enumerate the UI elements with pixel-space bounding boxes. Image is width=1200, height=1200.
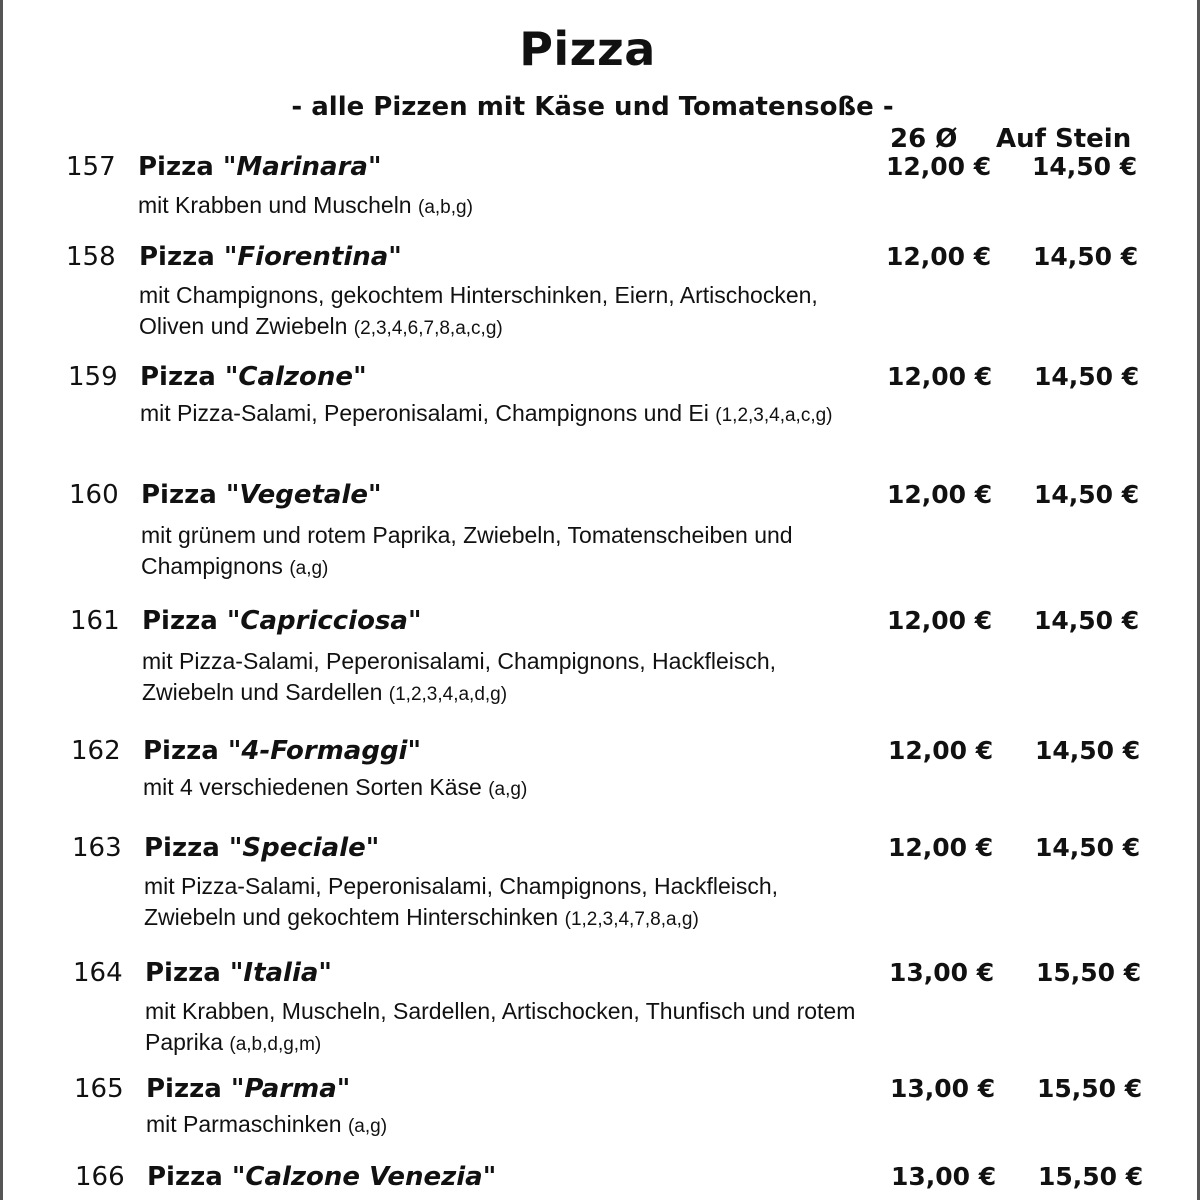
item-prefix: Pizza	[145, 958, 221, 988]
item-description	[141, 520, 871, 584]
desc-text: mit Pizza-Salami, Peperonisalami, Champignons, Hackfleisch, Zwiebeln und Sardellen	[142, 648, 777, 705]
item-name	[144, 833, 379, 863]
price-26: 13,00 €	[891, 1162, 997, 1191]
desc-text: mit Pizza-Salami, Peperonisalami, Champignons, Hackfleisch, Zwiebeln und gekochtem Hinterschinken	[144, 873, 779, 930]
item-number: 162	[71, 736, 121, 766]
column-header-auf-stein: Auf Stein	[996, 124, 1132, 154]
item-title: "Speciale"	[228, 833, 380, 863]
desc-text: mit Pizza-Salami, Peperonisalami, Champignons und Ei	[140, 400, 709, 426]
item-title: "Italia"	[229, 958, 332, 988]
desc-text: mit Krabben, Muscheln, Sardellen, Artischocken, Thunfisch und rotem Paprika	[145, 998, 856, 1055]
price-26: 12,00 €	[886, 152, 992, 181]
price-26: 12,00 €	[887, 606, 993, 635]
item-description	[144, 871, 874, 935]
desc-text: mit 4 verschiedenen Sorten Käse	[143, 774, 482, 800]
item-name	[147, 1162, 496, 1192]
item-number: 166	[75, 1162, 125, 1192]
price-stein: 14,50 €	[1034, 606, 1140, 635]
item-prefix: Pizza	[146, 1074, 222, 1104]
price-stein: 14,50 €	[1035, 736, 1141, 765]
item-description	[138, 190, 868, 223]
item-number: 160	[69, 480, 119, 510]
price-26: 13,00 €	[889, 958, 995, 987]
item-prefix: Pizza	[138, 152, 214, 182]
item-prefix: Pizza	[144, 833, 220, 863]
price-stein: 14,50 €	[1035, 833, 1141, 862]
item-prefix: Pizza	[140, 362, 216, 392]
allergen-codes: (1,2,3,4,7,8,a,g)	[564, 909, 699, 930]
item-number: 165	[74, 1074, 124, 1104]
allergen-codes: (1,2,3,4,a,c,g)	[715, 405, 833, 426]
desc-text: mit Parmaschinken	[146, 1111, 342, 1137]
item-prefix: Pizza	[139, 242, 215, 272]
item-title: "Fiorentina"	[223, 242, 402, 272]
price-stein: 15,50 €	[1036, 958, 1142, 987]
item-name	[142, 606, 422, 636]
allergen-codes: (a,g)	[347, 1116, 388, 1137]
price-26: 12,00 €	[888, 833, 994, 862]
item-title: "Capricciosa"	[226, 606, 422, 636]
item-name	[139, 242, 402, 272]
item-title: "Marinara"	[222, 152, 382, 182]
price-stein: 14,50 €	[1034, 362, 1140, 391]
price-stein: 14,50 €	[1034, 480, 1140, 509]
item-name	[141, 480, 382, 510]
price-stein: 14,50 €	[1033, 242, 1139, 271]
item-prefix: Pizza	[142, 606, 218, 636]
price-26: 12,00 €	[887, 362, 993, 391]
price-stein: 14,50 €	[1032, 152, 1138, 181]
item-description	[139, 280, 869, 344]
item-description	[140, 398, 870, 431]
menu-subtitle: - alle Pizzen mit Käse und Tomatensoße -	[291, 92, 894, 122]
item-description	[146, 1109, 876, 1142]
desc-text: mit grünem und rotem Paprika, Zwiebeln, Tomatenscheiben und Champignons	[141, 522, 793, 579]
item-description	[143, 772, 873, 805]
item-name	[140, 362, 367, 392]
price-26: 12,00 €	[886, 242, 992, 271]
price-26: 12,00 €	[888, 736, 994, 765]
item-title: "4-Formaggi"	[227, 736, 422, 766]
desc-text: mit Champignons, gekochtem Hinterschinken, Eiern, Artischocken, Oliven und Zwiebeln	[139, 282, 818, 339]
item-title: "Calzone"	[224, 362, 367, 392]
price-stein: 15,50 €	[1038, 1162, 1144, 1191]
item-number: 161	[70, 606, 120, 636]
price-stein: 15,50 €	[1037, 1074, 1143, 1103]
item-name	[145, 958, 332, 988]
menu-title: Pizza	[519, 22, 656, 76]
allergen-codes: (a,b,g)	[418, 197, 473, 218]
item-number: 157	[66, 152, 116, 182]
item-name	[146, 1074, 350, 1104]
item-description	[145, 996, 875, 1060]
item-title: "Calzone Venezia"	[231, 1162, 497, 1192]
column-header-26cm: 26 Ø	[890, 124, 958, 154]
allergen-codes: (a,g)	[488, 779, 528, 800]
item-number: 164	[73, 958, 123, 988]
item-number: 158	[66, 242, 116, 272]
price-26: 12,00 €	[887, 480, 993, 509]
price-26: 13,00 €	[890, 1074, 996, 1103]
item-number: 163	[72, 833, 122, 863]
item-prefix: Pizza	[141, 480, 217, 510]
page-border-left	[0, 0, 3, 1200]
allergen-codes: (a,b,d,g,m)	[229, 1034, 322, 1055]
desc-text: mit Krabben und Muscheln	[138, 192, 412, 218]
item-name	[143, 736, 421, 766]
allergen-codes: (a,g)	[289, 558, 329, 579]
allergen-codes: (1,2,3,4,a,d,g)	[388, 684, 508, 705]
item-prefix: Pizza	[147, 1162, 223, 1192]
item-name	[138, 152, 382, 182]
item-prefix: Pizza	[143, 736, 219, 766]
item-number: 159	[68, 362, 118, 392]
item-title: "Vegetale"	[225, 480, 382, 510]
item-title: "Parma"	[230, 1074, 351, 1104]
item-description	[142, 646, 872, 710]
allergen-codes: (2,3,4,6,7,8,a,c,g)	[353, 318, 503, 339]
